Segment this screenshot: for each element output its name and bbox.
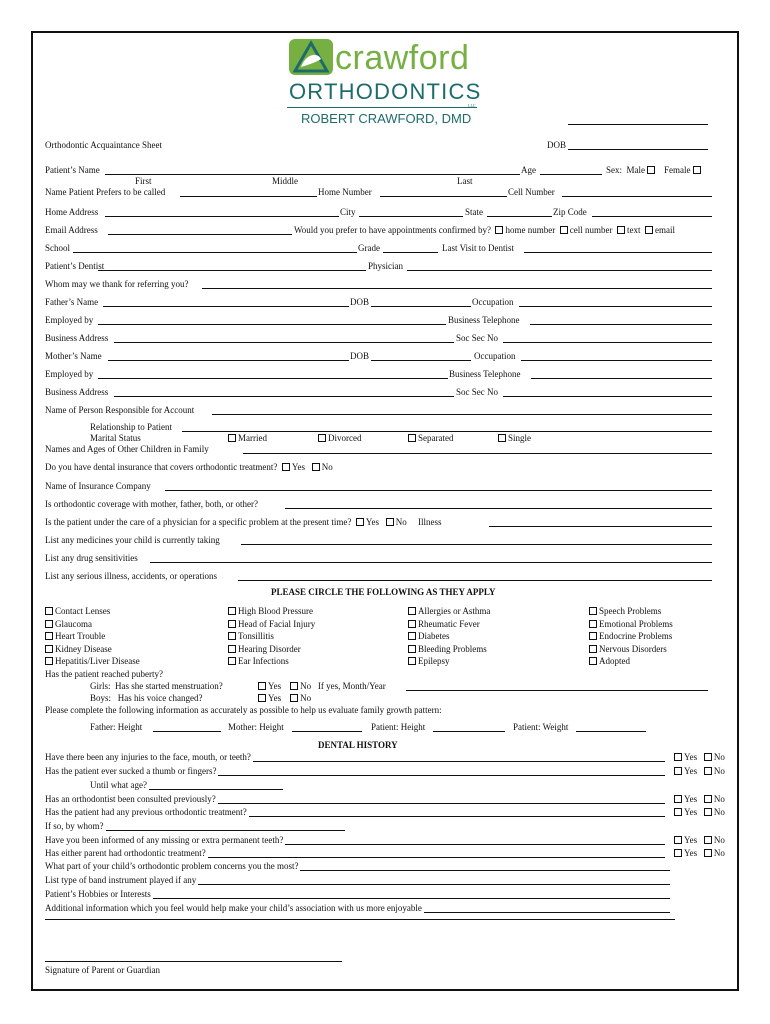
dental-question: Has the patient ever sucked a thumb or fingers? xyxy=(45,766,217,776)
married-option: Married xyxy=(228,433,267,443)
yes-checkbox[interactable] xyxy=(674,836,682,844)
illness-field[interactable] xyxy=(489,526,712,527)
first-sublabel: First xyxy=(135,176,152,186)
dental-question: Until what age? xyxy=(90,780,147,790)
dental-answer-field[interactable] xyxy=(198,884,670,885)
condition-checkbox[interactable] xyxy=(589,632,597,640)
girls-label: Girls: Has she started menstruation? xyxy=(90,681,223,691)
girls-yes-checkbox[interactable] xyxy=(258,682,266,690)
single-option: Single xyxy=(498,433,531,443)
condition-item[interactable] xyxy=(45,631,105,641)
condition-item[interactable] xyxy=(45,644,112,654)
divorced-checkbox[interactable] xyxy=(318,434,326,442)
city-label: City xyxy=(340,207,356,217)
mother-business-tel-field[interactable] xyxy=(531,378,712,379)
condition-checkbox[interactable] xyxy=(228,645,236,653)
puberty-q: Has the patient reached puberty? xyxy=(45,669,163,679)
age-field[interactable] xyxy=(540,174,602,175)
dental-question: Has an orthodontist been consulted previously? xyxy=(45,794,216,804)
crawford-logo xyxy=(285,37,485,127)
yes-checkbox[interactable] xyxy=(674,795,682,803)
condition-checkbox[interactable] xyxy=(408,657,416,665)
condition-item[interactable] xyxy=(589,606,661,616)
sex-label: Sex: Male Female xyxy=(606,165,703,175)
yes-no-options: Yes No xyxy=(674,835,725,845)
condition-label: Bleeding Problems xyxy=(418,643,487,654)
condition-item[interactable] xyxy=(589,631,672,641)
preferred-name-field[interactable] xyxy=(180,196,317,197)
mother-employed-field[interactable] xyxy=(98,378,448,379)
grade-label: Grade xyxy=(358,243,380,253)
mother-dob-field[interactable] xyxy=(371,360,471,361)
condition-item[interactable] xyxy=(408,631,450,641)
condition-label: Heart Trouble xyxy=(55,631,106,641)
condition-checkbox[interactable] xyxy=(228,657,236,665)
condition-checkbox[interactable] xyxy=(408,620,416,628)
month-year-field[interactable] xyxy=(406,690,708,691)
yes-no-options: Yes No xyxy=(674,766,725,776)
patient-name-label: Patient’s Name xyxy=(45,165,100,175)
condition-item[interactable] xyxy=(45,619,92,629)
father-dob-label: DOB xyxy=(350,297,370,307)
patient-name-field[interactable] xyxy=(105,174,520,175)
condition-item[interactable] xyxy=(408,606,490,616)
mother-ssn-field[interactable] xyxy=(503,396,712,397)
dental-answer-field[interactable] xyxy=(218,803,665,804)
mother-name-label: Mother’s Name xyxy=(45,351,102,361)
father-business-addr-label: Business Address xyxy=(45,333,109,343)
confirm-home-checkbox[interactable] xyxy=(495,226,503,234)
physician-no-checkbox[interactable] xyxy=(386,518,394,526)
yes-no-options: Yes No xyxy=(674,848,725,858)
no-checkbox[interactable] xyxy=(704,808,712,816)
condition-item[interactable] xyxy=(45,606,110,616)
brand-subtitle: ORTHODONTICS xyxy=(289,79,482,104)
no-checkbox[interactable] xyxy=(704,767,712,775)
no-checkbox[interactable] xyxy=(704,849,712,857)
dental-question: Have you been informed of any missing or extra permanent teeth? xyxy=(45,835,284,845)
girls-no-checkbox[interactable] xyxy=(290,682,298,690)
dental-answer-field[interactable] xyxy=(218,775,665,776)
boys-options: Yes No xyxy=(258,693,311,703)
dental-answer-field[interactable] xyxy=(300,870,670,871)
condition-item[interactable] xyxy=(408,656,450,666)
mother-height-label: Mother: Height xyxy=(228,722,284,732)
condition-checkbox[interactable] xyxy=(408,607,416,615)
dob-field[interactable] xyxy=(568,149,708,150)
cell-number-label: Cell Number xyxy=(508,187,555,197)
condition-label: Allergies or Asthma xyxy=(418,606,491,616)
father-business-tel-field[interactable] xyxy=(530,324,712,325)
responsible-label: Name of Person Responsible for Account xyxy=(45,405,195,415)
dob-label: DOB xyxy=(547,140,567,150)
father-name-field[interactable] xyxy=(103,306,349,307)
dental-question: Has either parent had orthodontic treatment? xyxy=(45,848,206,858)
condition-item[interactable] xyxy=(589,656,630,666)
no-checkbox[interactable] xyxy=(704,836,712,844)
email-label: Email Address xyxy=(45,225,98,235)
home-number-label: Home Number xyxy=(318,187,372,197)
condition-item[interactable] xyxy=(45,656,140,666)
last-visit-label: Last Visit to Dentist xyxy=(442,243,515,253)
condition-item[interactable] xyxy=(589,644,667,654)
yes-no-options: Yes No xyxy=(674,807,725,817)
yes-checkbox[interactable] xyxy=(674,808,682,816)
last-visit-field[interactable] xyxy=(524,252,712,253)
patient-weight-label: Patient: Weight xyxy=(513,722,569,732)
insurance-company-label: Name of Insurance Company xyxy=(45,481,151,491)
dental-answer-field[interactable] xyxy=(153,898,670,899)
condition-label: Head of Facial Injury xyxy=(238,618,316,629)
school-label: School xyxy=(45,243,71,253)
condition-label: Contact Lenses xyxy=(55,606,111,616)
physician-field[interactable] xyxy=(407,270,712,271)
condition-label: Nervous Disorders xyxy=(599,643,667,654)
insurance-no-checkbox[interactable] xyxy=(312,463,320,471)
mother-occupation-label: Occupation xyxy=(474,351,516,361)
dental-answer-field[interactable] xyxy=(285,844,665,845)
confirm-cell-checkbox[interactable] xyxy=(560,226,568,234)
condition-item[interactable] xyxy=(408,644,487,654)
physician-label: Physician xyxy=(368,261,403,271)
condition-label: Diabetes xyxy=(418,631,450,641)
relationship-label: Relationship to Patient xyxy=(90,422,172,432)
condition-checkbox[interactable] xyxy=(45,620,53,628)
medicines-field[interactable] xyxy=(241,544,712,545)
condition-label: Glaucoma xyxy=(55,618,92,629)
condition-item[interactable] xyxy=(228,644,301,654)
dental-answer-field[interactable] xyxy=(424,912,670,913)
condition-checkbox[interactable] xyxy=(45,632,53,640)
other-children-field[interactable] xyxy=(243,453,712,454)
yes-checkbox[interactable] xyxy=(674,753,682,761)
insurance-q: Do you have dental insurance that covers orthodontic treatment? Yes No xyxy=(45,462,333,472)
single-checkbox[interactable] xyxy=(498,434,506,442)
physician-yes-checkbox[interactable] xyxy=(356,518,364,526)
condition-label: Rheumatic Fever xyxy=(418,618,480,629)
condition-item[interactable] xyxy=(408,619,480,629)
dental-question: If so, by whom? xyxy=(45,821,104,831)
married-checkbox[interactable] xyxy=(228,434,236,442)
condition-item[interactable] xyxy=(589,619,673,629)
medicines-label: List any medicines your child is currently taking xyxy=(45,535,220,545)
referring-label: Whom may we thank for referring you? xyxy=(45,279,189,289)
sheet-title: Orthodontic Acquaintance Sheet xyxy=(45,140,162,150)
no-checkbox[interactable] xyxy=(704,795,712,803)
last-sublabel: Last xyxy=(457,176,473,186)
condition-checkbox[interactable] xyxy=(589,620,597,628)
state-field[interactable] xyxy=(487,216,552,217)
boys-yes-checkbox[interactable] xyxy=(258,694,266,702)
confirm-email-checkbox[interactable] xyxy=(645,226,653,234)
age-label: Age xyxy=(521,165,536,175)
separated-option: Separated xyxy=(408,433,453,443)
condition-label: Hepatitis/Liver Disease xyxy=(55,656,140,666)
condition-label: Kidney Disease xyxy=(55,643,112,654)
condition-label: Speech Problems xyxy=(599,606,662,616)
condition-label: High Blood Pressure xyxy=(238,606,313,616)
father-employed-field[interactable] xyxy=(98,324,446,325)
mother-height-field[interactable] xyxy=(292,731,362,732)
serious-illness-field[interactable] xyxy=(238,580,712,581)
father-dob-field[interactable] xyxy=(371,306,471,307)
dentist-label: Patient’s Dentist xyxy=(45,261,105,271)
home-address-label: Home Address xyxy=(45,207,99,217)
father-business-tel-label: Business Telephone xyxy=(448,315,520,325)
boys-label: Boys: Has his voice changed? xyxy=(90,693,203,703)
condition-checkbox[interactable] xyxy=(228,607,236,615)
condition-checkbox[interactable] xyxy=(228,620,236,628)
condition-label: Hearing Disorder xyxy=(238,643,301,654)
condition-checkbox[interactable] xyxy=(45,645,53,653)
dental-question: Have there been any injuries to the face, mouth, or teeth? xyxy=(45,752,251,762)
cell-number-field[interactable] xyxy=(562,196,712,197)
mother-employed-label: Employed by xyxy=(45,369,94,379)
father-occupation-label: Occupation xyxy=(472,297,514,307)
father-business-addr-field[interactable] xyxy=(114,342,454,343)
condition-item[interactable] xyxy=(228,606,313,616)
condition-label: Endocrine Problems xyxy=(599,631,673,641)
dental-question: Patient’s Hobbies or Interests xyxy=(45,889,151,899)
divorced-option: Divorced xyxy=(318,433,362,443)
serious-illness-label: List any serious illness, accidents, or operations xyxy=(45,571,217,581)
father-name-label: Father’s Name xyxy=(45,297,99,307)
dental-title: DENTAL HISTORY xyxy=(318,740,398,750)
condition-label: Tonsillitis xyxy=(238,631,274,641)
father-height-field[interactable] xyxy=(153,731,221,732)
growth-intro: Please complete the following information as accurately as possible to help us evaluate family growth pattern: xyxy=(45,705,442,715)
condition-checkbox[interactable] xyxy=(408,632,416,640)
dentist-field[interactable] xyxy=(98,270,366,271)
mother-occupation-field[interactable] xyxy=(521,360,712,361)
separated-checkbox[interactable] xyxy=(408,434,416,442)
home-address-field[interactable] xyxy=(105,216,339,217)
condition-item[interactable] xyxy=(228,656,289,666)
city-field[interactable] xyxy=(359,216,463,217)
signature-label: Signature of Parent or Guardian xyxy=(45,965,160,975)
signature-field[interactable] xyxy=(45,961,342,962)
insurance-yes-checkbox[interactable] xyxy=(282,463,290,471)
dental-answer-field[interactable] xyxy=(149,789,283,790)
dental-answer-field[interactable] xyxy=(249,816,665,817)
dental-question: Has the patient had any previous orthodontic treatment? xyxy=(45,807,247,817)
yes-checkbox[interactable] xyxy=(674,767,682,775)
email-field[interactable] xyxy=(108,234,292,235)
other-children-label: Names and Ages of Other Children in Family xyxy=(45,444,209,454)
condition-checkbox[interactable] xyxy=(45,657,53,665)
mother-ssn-label: Soc Sec No xyxy=(456,387,498,397)
additional-info-field-2[interactable] xyxy=(45,919,675,920)
mother-name-field[interactable] xyxy=(108,360,349,361)
father-occupation-field[interactable] xyxy=(519,306,712,307)
brand-name: crawford xyxy=(335,39,470,77)
grade-field[interactable] xyxy=(383,252,438,253)
dental-answer-field[interactable] xyxy=(208,857,665,858)
condition-label: Adopted xyxy=(599,656,630,666)
form-border xyxy=(31,31,739,991)
circle-title: PLEASE CIRCLE THE FOLLOWING AS THEY APPLY xyxy=(271,587,496,597)
male-checkbox[interactable] xyxy=(647,166,655,174)
boys-no-checkbox[interactable] xyxy=(290,694,298,702)
middle-sublabel: Middle xyxy=(272,176,298,186)
dental-question: List type of band instrument played if any xyxy=(45,875,197,885)
school-field[interactable] xyxy=(73,252,357,253)
condition-checkbox[interactable] xyxy=(228,632,236,640)
father-height-label: Father: Height xyxy=(90,722,143,732)
confirm-text-checkbox[interactable] xyxy=(617,226,625,234)
condition-item[interactable] xyxy=(228,619,315,629)
condition-checkbox[interactable] xyxy=(408,645,416,653)
dental-answer-field[interactable] xyxy=(106,830,346,831)
drug-sensitivities-label: List any drug sensitivities xyxy=(45,553,138,563)
marital-label: Marital Status xyxy=(90,433,141,443)
referring-field[interactable] xyxy=(202,288,712,289)
state-label: State xyxy=(465,207,483,217)
responsible-field[interactable] xyxy=(212,414,712,415)
home-number-field[interactable] xyxy=(380,196,507,197)
condition-checkbox[interactable] xyxy=(45,607,53,615)
father-ssn-field[interactable] xyxy=(503,342,712,343)
zip-field[interactable] xyxy=(592,216,712,217)
insurance-company-field[interactable] xyxy=(165,490,712,491)
condition-checkbox[interactable] xyxy=(589,657,597,665)
patient-height-field[interactable] xyxy=(433,731,505,732)
yes-no-options: Yes No xyxy=(674,752,725,762)
father-ssn-label: Soc Sec No xyxy=(456,333,498,343)
condition-label: Ear Infections xyxy=(238,656,289,666)
female-checkbox[interactable] xyxy=(693,166,701,174)
girls-options: Yes No If yes, Month/Year xyxy=(258,681,386,691)
yes-no-options: Yes No xyxy=(674,794,725,804)
dental-question: What part of your child’s orthodontic problem concerns you the most? xyxy=(45,861,299,871)
mother-dob-label: DOB xyxy=(350,351,370,361)
no-checkbox[interactable] xyxy=(704,753,712,761)
condition-label: Epilepsy xyxy=(418,656,450,666)
patient-weight-field[interactable] xyxy=(576,731,646,732)
drug-sensitivities-field[interactable] xyxy=(150,562,712,563)
top-right-field[interactable] xyxy=(568,124,708,125)
mother-business-addr-field[interactable] xyxy=(114,396,454,397)
patient-height-label: Patient: Height xyxy=(371,722,426,732)
dental-question: Additional information which you feel would help make your child’s association with us more enjoyable xyxy=(45,903,422,913)
llc-mark: LLC xyxy=(468,103,476,108)
condition-checkbox[interactable] xyxy=(589,607,597,615)
doctor-name: ROBERT CRAWFORD, DMD xyxy=(301,111,472,126)
zip-label: Zip Code xyxy=(553,207,587,217)
condition-item[interactable] xyxy=(228,631,274,641)
preferred-name-label: Name Patient Prefers to be called xyxy=(45,187,166,197)
mother-business-addr-label: Business Address xyxy=(45,387,109,397)
yes-checkbox[interactable] xyxy=(674,849,682,857)
confirm-label: Would you prefer to have appointments confirmed by? home number cell number text email xyxy=(294,225,675,235)
relationship-field[interactable] xyxy=(182,431,712,432)
mother-business-tel-label: Business Telephone xyxy=(449,369,521,379)
dental-answer-field[interactable] xyxy=(253,761,665,762)
physician-q: Is the patient under the care of a physician for a specific problem at the present time? Yes No Illness xyxy=(45,517,442,527)
father-employed-label: Employed by xyxy=(45,315,94,325)
coverage-field[interactable] xyxy=(285,508,712,509)
leaf-logo-icon xyxy=(287,37,335,77)
coverage-label: Is orthodontic coverage with mother, father, both, or other? xyxy=(45,499,258,509)
condition-label: Emotional Problems xyxy=(599,618,673,629)
condition-checkbox[interactable] xyxy=(589,645,597,653)
